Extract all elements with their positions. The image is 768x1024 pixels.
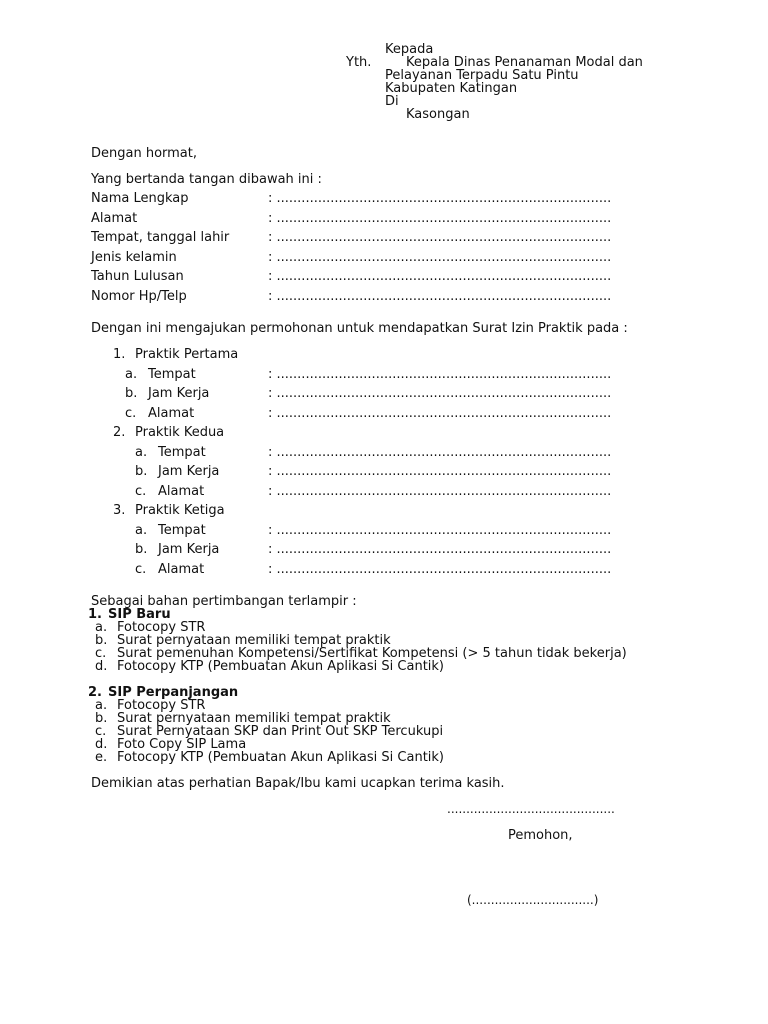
sip-baru-item-b-text: Surat pernyataan memiliki tempat praktik: [117, 633, 391, 648]
intro-text: Yang bertanda tangan dibawah ini :: [91, 172, 322, 187]
field-label-nomor-hp: Nomor Hp/Telp: [91, 289, 187, 304]
recipient-line-3: Kabupaten Katingan: [385, 81, 518, 96]
field-label-tahun-lulusan: Tahun Lulusan: [91, 269, 184, 284]
recipient-yth: Yth.: [346, 55, 372, 70]
practice-2-title: Praktik Kedua: [135, 425, 225, 440]
practice-3-item-b-label: Jam Kerja: [158, 542, 220, 557]
field-value-tahun-lulusan: : .................................................................................: [268, 269, 612, 284]
practice-2-item-a-label: Tempat: [158, 445, 206, 460]
recipient-line-2: Pelayanan Terpadu Satu Pintu: [385, 68, 579, 83]
salutation: Dengan hormat,: [91, 146, 198, 161]
field-value-ttl: : .................................................................................: [268, 230, 612, 245]
practice-1-item-b-label: Jam Kerja: [148, 386, 210, 401]
request-text: Dengan ini mengajukan permohonan untuk mendapatkan Surat Izin Praktik pada :: [91, 321, 628, 336]
practice-3-item-c-letter: c.: [135, 562, 147, 577]
practice-1-title: Praktik Pertama: [135, 347, 239, 362]
sip-baru-item-d-text: Fotocopy KTP (Pembuatan Akun Aplikasi Si Cantik): [117, 659, 444, 674]
sip-perpanjangan-item-d-letter: d.: [95, 737, 108, 752]
sip-baru-item-c-letter: c.: [95, 646, 107, 661]
sip-perpanjangan-item-c-letter: c.: [95, 724, 107, 739]
practice-3-item-a-label: Tempat: [158, 523, 206, 538]
sip-perpanjangan-item-e-letter: e.: [95, 750, 108, 765]
field-label-alamat: Alamat: [91, 211, 138, 226]
sip-perpanjangan-number: 2.: [88, 685, 102, 700]
field-label-jenis-kelamin: Jenis kelamin: [91, 250, 177, 265]
recipient-city: Kasongan: [406, 107, 470, 122]
sip-baru-item-d-letter: d.: [95, 659, 108, 674]
practice-3-item-a-value: : .................................................................................: [268, 523, 612, 538]
practice-1-item-c-value: : .................................................................................: [268, 406, 612, 421]
practice-3-number: 3.: [113, 503, 126, 518]
sip-baru-number: 1.: [88, 607, 102, 622]
practice-2-item-c-letter: c.: [135, 484, 147, 499]
practice-3-item-b-value: : .................................................................................: [268, 542, 612, 557]
practice-3-item-c-value: : .................................................................................: [268, 562, 612, 577]
practice-2-item-a-value: : .................................................................................: [268, 445, 612, 460]
practice-2-item-b-label: Jam Kerja: [158, 464, 220, 479]
recipient-line-1: Kepala Dinas Penanaman Modal dan: [406, 55, 643, 70]
sip-perpanjangan-item-d-text: Foto Copy SIP Lama: [117, 737, 247, 752]
field-value-nama: : .................................................................................: [268, 191, 612, 206]
signature-role: Pemohon,: [508, 828, 573, 843]
practice-2-item-a-letter: a.: [135, 445, 148, 460]
practice-1-item-b-value: : .................................................................................: [268, 386, 612, 401]
sip-perpanjangan-item-a-text: Fotocopy STR: [117, 698, 206, 713]
recipient-kepada: Kepada: [385, 42, 434, 57]
recipient-di: Di: [385, 94, 399, 109]
practice-1-item-a-value: : .................................................................................: [268, 367, 612, 382]
practice-2-item-c-value: : .................................................................................: [268, 484, 612, 499]
field-label-ttl: Tempat, tanggal lahir: [91, 230, 230, 245]
practice-1-number: 1.: [113, 347, 126, 362]
closing-text: Demikian atas perhatian Bapak/Ibu kami ucapkan terima kasih.: [91, 776, 505, 791]
field-label-nama: Nama Lengkap: [91, 191, 189, 206]
sip-perpanjangan-item-a-letter: a.: [95, 698, 108, 713]
sip-perpanjangan-item-b-text: Surat pernyataan memiliki tempat praktik: [117, 711, 391, 726]
practice-2-item-b-value: : .................................................................................: [268, 464, 612, 479]
sip-baru-item-a-letter: a.: [95, 620, 108, 635]
sip-perpanjangan-item-b-letter: b.: [95, 711, 108, 726]
practice-3-item-b-letter: b.: [135, 542, 148, 557]
sip-perpanjangan-title: SIP Perpanjangan: [108, 685, 239, 700]
field-value-alamat: : .................................................................................: [268, 211, 612, 226]
practice-2-item-c-label: Alamat: [158, 484, 205, 499]
sip-perpanjangan-item-c-text: Surat Pernyataan SKP dan Print Out SKP Tercukupi: [117, 724, 444, 739]
practice-1-item-a-letter: a.: [125, 367, 138, 382]
practice-3-item-c-label: Alamat: [158, 562, 205, 577]
field-value-jenis-kelamin: : .................................................................................: [268, 250, 612, 265]
practice-2-item-b-letter: b.: [135, 464, 148, 479]
sip-baru-item-b-letter: b.: [95, 633, 108, 648]
practice-1-item-c-letter: c.: [125, 406, 137, 421]
sip-baru-item-c-text: Surat pemenuhan Kompetensi/Sertifikat Kompetensi (> 5 tahun tidak bekerja): [117, 646, 627, 661]
signature-place-date: ............................................: [447, 802, 615, 816]
practice-1-item-c-label: Alamat: [148, 406, 195, 421]
attachments-intro: Sebagai bahan pertimbangan terlampir :: [91, 594, 357, 609]
field-value-nomor-hp: : .................................................................................: [268, 289, 612, 304]
sip-baru-title: SIP Baru: [108, 607, 171, 622]
practice-1-item-a-label: Tempat: [148, 367, 196, 382]
practice-3-title: Praktik Ketiga: [135, 503, 225, 518]
sip-perpanjangan-item-e-text: Fotocopy KTP (Pembuatan Akun Aplikasi Si Cantik): [117, 750, 444, 765]
practice-2-number: 2.: [113, 425, 126, 440]
sip-baru-item-a-text: Fotocopy STR: [117, 620, 206, 635]
practice-1-item-b-letter: b.: [125, 386, 138, 401]
practice-3-item-a-letter: a.: [135, 523, 148, 538]
signature-name: (................................): [467, 893, 599, 907]
